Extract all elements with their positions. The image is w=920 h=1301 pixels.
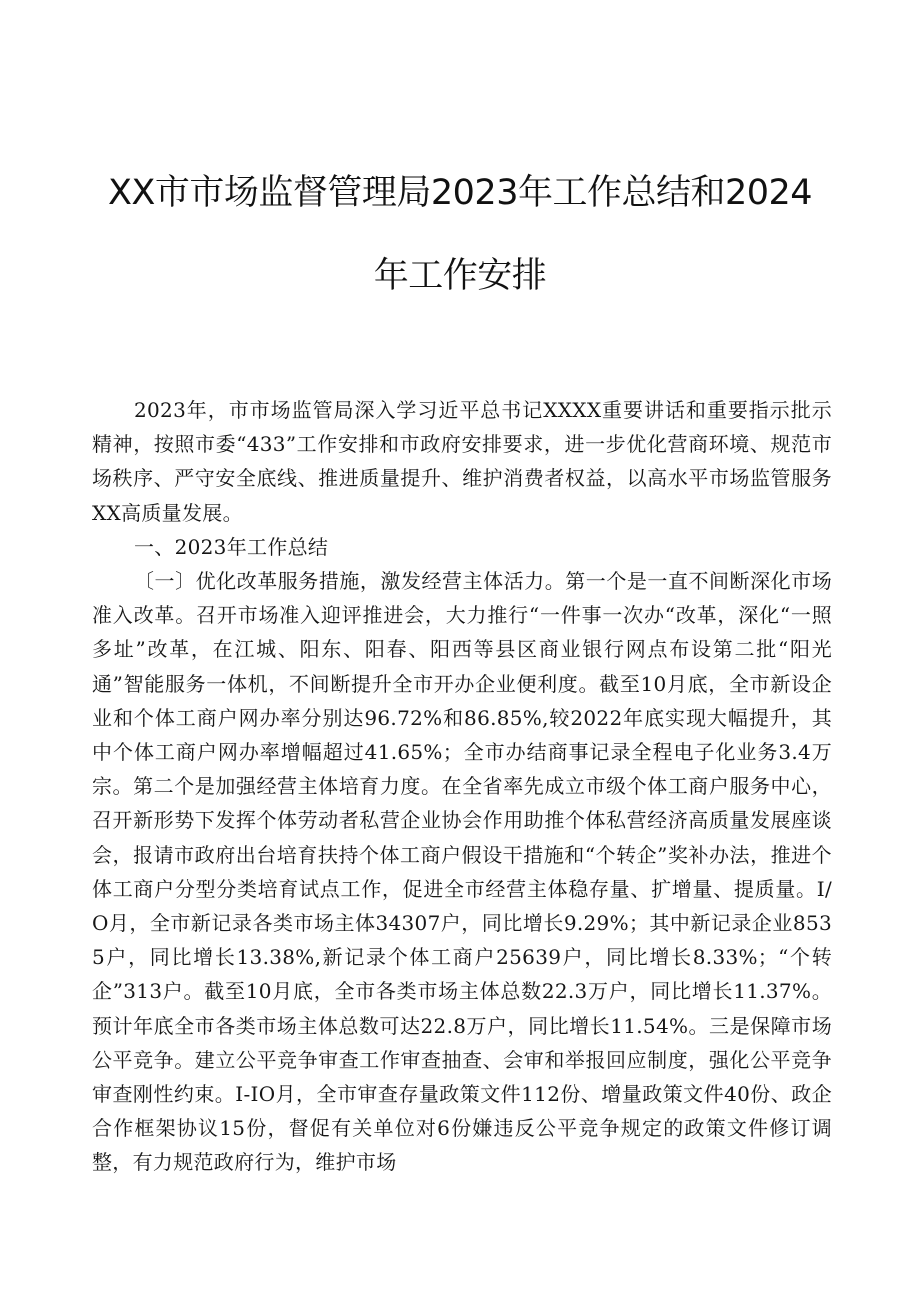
document-body (92, 393, 832, 1180)
body-paragraph: 〔一〕优化改革服务措施，激发经营主体活力。第一个是一直不间断深化市场准入改革。召开市场准入迎评推进会，大力推行“一件事一次办“改革，深化“一照多址”改革，在江城、阳东、阳春、阳西等县区商业银行网点布设第二批“阳光通”智能服务一体机，不间断提升全市开办企业便利度。截至10月底，全市新设企业和个体工商户网办率分别达96.72%和86.85%,较2022年底实现大幅提升，其中个体工商户网办率增幅超过41.65%；全市办结商事记录全程电子化业务3.4万宗。第二个是加强经营主体培育力度。在全省率先成立市级个体工商户服务中心，召开新形势下发挥个体劳动者私营企业协会作用助推个体私营经济高质量发展座谈会，报请市政府出台培育扶持个体工商户假设干措施和“个转企”奖补办法，推进个体工商户分型分类培育试点工作，促进全市经营主体稳存量、扩增量、提质量。I/O月，全市新记录各类市场主体34307户，同比增长9.29%；其中新记录企业8535户，同比增长13.38%,新记录个体工商户25639户，同比增长8.33%；“个转企”313户。截至10月底，全市各类市场主体总数22.3万户，同比增长11.37%。预计年底全市各类市场主体总数可达22.8万户，同比增长11.54%。三是保障市场公平竞争。建立公平竞争审查工作审查抽查、会审和举报回应制度，强化公平竞争审查刚性约束。I-IO月，全市审查存量政策文件112份、增量政策文件40份、政企合作框架协议15份，督促有关单位对6份嫌违反公平竞争规定的政策文件修订调整，有力规范政府行为，维护市场 (92, 569, 832, 1175)
section-heading: 一、2023年工作总结 (134, 534, 329, 559)
intro-paragraph: 2023年，市市场监管局深入学习近平总书记XXXX重要讲话和重要指示批示精神，按照市委“433”工作安排和市政府安排要求，进一步优化营商环境、规范市场秩序、严守安全底线、推进质量提升、维护消费者权益，以高水平市场监管服务XX高质量发展。 (92, 398, 832, 525)
document-title-line-2: 年工作安排 (373, 256, 547, 296)
document-title-line-1: XX市市场监督管理局2023年工作总结和2024 (107, 173, 813, 213)
